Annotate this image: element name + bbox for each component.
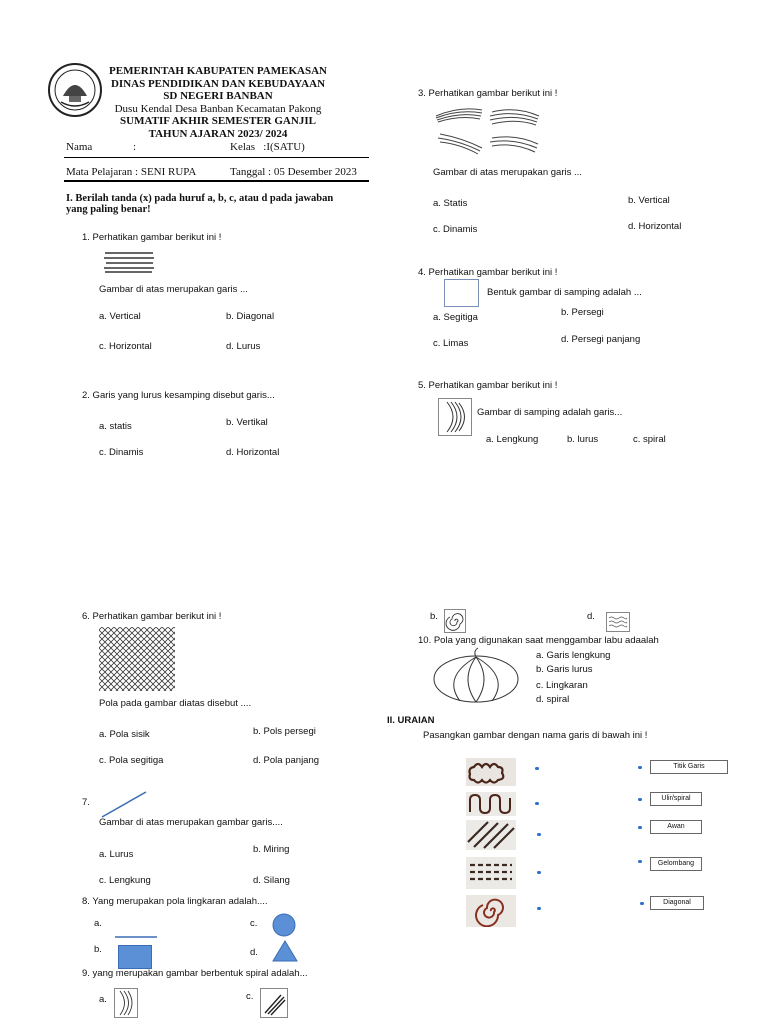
school-logo: [47, 62, 103, 118]
q1-option-c[interactable]: c. Horizontal: [99, 341, 152, 352]
instruction-line1: I. Berilah tanda (x) pada huruf a, b, c, atau d pada jawaban: [66, 193, 334, 204]
q7-sub: Gambar di atas merupakan gambar garis....: [99, 817, 283, 828]
kelas-field: Kelas :I(SATU): [230, 141, 305, 153]
q1-text: 1. Perhatikan gambar berikut ini !: [82, 232, 222, 243]
q10-text: 10. Pola yang digunakan saat menggambar labu adaalah: [418, 635, 659, 646]
match-dot-left[interactable]: [535, 802, 539, 805]
q7-number: 7.: [82, 797, 90, 808]
mapel-field: Mata Pelajaran : SENI RUPA: [66, 166, 197, 178]
q3-sub: Gambar di atas merupakan garis ...: [433, 167, 582, 178]
label-diagonal: Diagonal: [650, 896, 704, 910]
match-dot-left[interactable]: [537, 871, 541, 874]
q5-option-a[interactable]: a. Lengkung: [486, 434, 539, 445]
match-dot-left[interactable]: [535, 767, 539, 770]
header-line2: DINAS PENDIDIKAN DAN KEBUDAYAAN: [110, 77, 326, 90]
q8-option-c[interactable]: c.: [250, 918, 258, 929]
spiral-line-image: [466, 895, 516, 927]
q2-option-d[interactable]: d. Horizontal: [226, 447, 280, 458]
curved-lines-image: [438, 398, 472, 436]
q7-option-a[interactable]: a. Lurus: [99, 849, 134, 860]
q6-option-a[interactable]: a. Pola sisik: [99, 729, 150, 740]
dynamic-lines-image: [434, 104, 544, 158]
match-dot-left[interactable]: [537, 907, 541, 910]
q10-option-a[interactable]: a. Garis lengkung: [536, 650, 611, 661]
q3-option-c[interactable]: c. Dinamis: [433, 224, 478, 235]
tanggal-field: Tanggal : 05 Desember 2023: [230, 166, 357, 178]
q2-option-a[interactable]: a. statis: [99, 421, 132, 432]
q4-text: 4. Perhatikan gambar berikut ini !: [418, 267, 558, 278]
uraian-sub: Pasangkan gambar dengan nama garis di bawah ini !: [423, 730, 648, 741]
q9-option-c[interactable]: c.: [246, 991, 254, 1002]
q4-option-c[interactable]: c. Limas: [433, 338, 469, 349]
rectangle-shape: [118, 945, 152, 969]
q1-option-b[interactable]: b. Diagonal: [226, 311, 275, 322]
q6-text: 6. Perhatikan gambar berikut ini !: [82, 611, 222, 622]
q1-option-a[interactable]: a. Vertical: [99, 311, 141, 322]
q8-option-b[interactable]: b.: [94, 944, 102, 955]
pumpkin-image: [430, 647, 522, 705]
q5-text: 5. Perhatikan gambar berikut ini !: [418, 380, 558, 391]
header-line5: SUMATIF AKHIR SEMESTER GANJIL: [120, 115, 316, 127]
nama-colon: :: [133, 141, 137, 153]
wave-line-image: [466, 792, 516, 816]
horizontal-lines-image: [103, 250, 155, 274]
q3-option-b[interactable]: b. Vertical: [628, 195, 670, 206]
q2-text: 2. Garis yang lurus kesamping disebut garis...: [82, 390, 275, 401]
diagonal-line-image: [100, 790, 148, 820]
diagonal-option-image: [260, 988, 288, 1018]
q6-sub: Pola pada gambar diatas disebut ....: [99, 698, 252, 709]
q6-option-c[interactable]: c. Pola segitiga: [99, 755, 164, 766]
match-dot-right[interactable]: [638, 766, 642, 769]
q10-option-d[interactable]: d. spiral: [536, 694, 570, 705]
diagonal-lines-image: [466, 820, 516, 850]
q3-option-d[interactable]: d. Horizontal: [628, 221, 682, 232]
circle-shape: [272, 913, 296, 937]
match-dot-right[interactable]: [640, 902, 644, 905]
label-gelombang: Gelombang: [650, 857, 702, 871]
square-image: [444, 279, 479, 307]
q5-option-c[interactable]: c. spiral: [633, 434, 666, 445]
header-block: [107, 65, 329, 140]
q2-option-b[interactable]: b. Vertikal: [226, 417, 268, 428]
q3-option-a[interactable]: a. Statis: [433, 198, 468, 209]
match-dot-left[interactable]: [537, 833, 541, 836]
match-dot-right[interactable]: [638, 826, 642, 829]
header-line6: TAHUN AJARAN 2023/ 2024: [148, 127, 288, 140]
match-dot-right[interactable]: [638, 798, 642, 801]
q3-text: 3. Perhatikan gambar berikut ini !: [418, 88, 558, 99]
q7-option-c[interactable]: c. Lengkung: [99, 875, 151, 886]
label-awan: Awan: [650, 820, 702, 834]
divider: [64, 157, 369, 158]
q9-text: 9. yang merupakan gambar berbentuk spiral adalah...: [82, 968, 308, 979]
q7-option-d[interactable]: d. Silang: [253, 875, 290, 886]
line-shape: [114, 926, 158, 930]
q8-option-a[interactable]: a.: [94, 918, 102, 929]
match-dot-right[interactable]: [638, 860, 642, 863]
nama-label: Nama: [66, 141, 93, 153]
q4-option-a[interactable]: a. Segitiga: [433, 312, 478, 323]
q1-option-d[interactable]: d. Lurus: [226, 341, 261, 352]
q6-option-d[interactable]: d. Pola panjang: [253, 755, 320, 766]
header-line1: PEMERINTAH KABUPATEN PAMEKASAN: [109, 65, 327, 77]
dotted-line-image: [466, 857, 516, 889]
header-line4: Dusu Kendal Desa Banban Kecamatan Pakong: [114, 102, 322, 115]
instruction-line2: yang paling benar!: [66, 204, 151, 215]
q8-option-d[interactable]: d.: [250, 947, 258, 958]
instruction: [66, 193, 371, 215]
spiral-option-image: [444, 609, 466, 633]
triangle-shape: [272, 940, 298, 962]
q2-option-c[interactable]: c. Dinamis: [99, 447, 144, 458]
q9-option-a[interactable]: a.: [99, 994, 107, 1005]
q5-sub: Gambar di samping adalah garis...: [477, 407, 623, 418]
label-titik-garis: Titik Garis: [650, 760, 728, 774]
scale-pattern-image: [99, 627, 175, 691]
q4-option-d[interactable]: d. Persegi panjang: [561, 334, 641, 345]
wave-option-image: [606, 612, 630, 632]
header-line3: SD NEGERI BANBAN: [163, 90, 273, 102]
cloud-line-image: [466, 758, 516, 786]
q1-sub: Gambar di atas merupakan garis ...: [99, 284, 248, 295]
label-ulir-spiral: Ulir/spiral: [650, 792, 702, 806]
curve-option-image: [114, 988, 138, 1018]
uraian-title: II. URAIAN: [387, 715, 435, 726]
q9-option-d[interactable]: d.: [587, 611, 595, 622]
q9-option-b[interactable]: b.: [430, 611, 438, 622]
q10-option-c[interactable]: c. Lingkaran: [536, 680, 588, 691]
q8-text: 8. Yang merupakan pola lingkaran adalah....: [82, 896, 268, 907]
q5-option-b[interactable]: b. lurus: [567, 434, 599, 445]
q6-option-b[interactable]: b. Pols persegi: [253, 726, 316, 737]
divider-thick: [64, 180, 369, 182]
q4-sub: Bentuk gambar di samping adalah ...: [487, 287, 642, 298]
q4-option-b[interactable]: b. Persegi: [561, 307, 604, 318]
q7-option-b[interactable]: b. Miring: [253, 844, 290, 855]
q10-option-b[interactable]: b. Garis lurus: [536, 664, 593, 675]
